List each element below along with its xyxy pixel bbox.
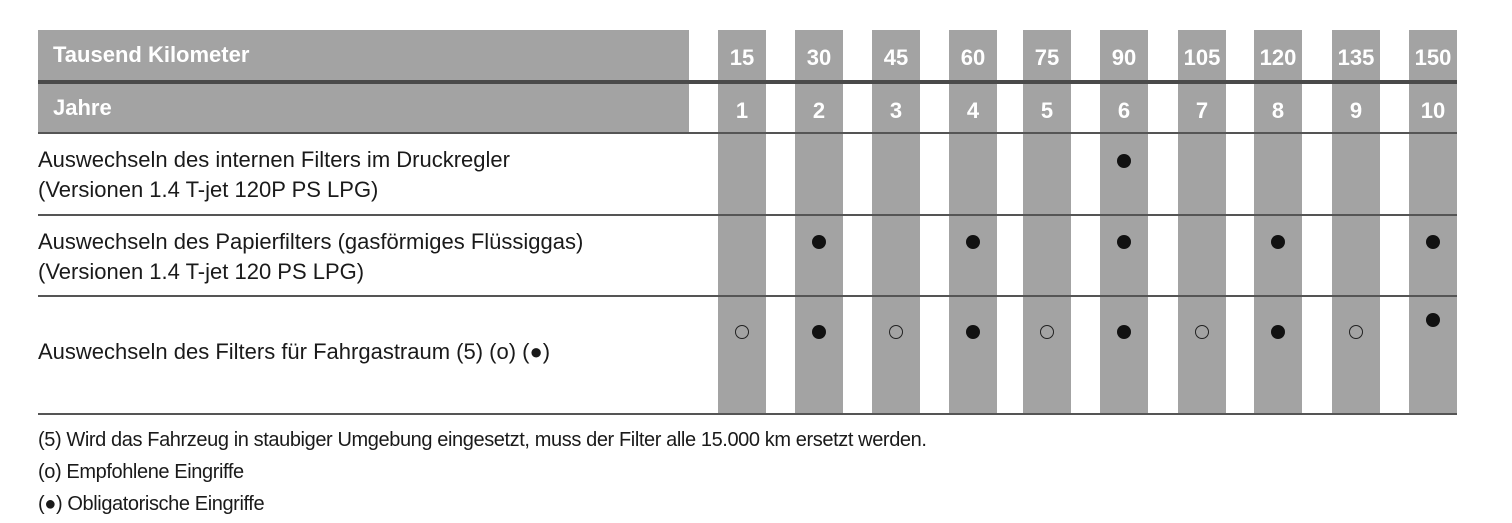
year-value: 8 xyxy=(1271,98,1285,123)
km-value: 30 xyxy=(806,45,832,70)
row-divider xyxy=(38,132,1457,134)
mandatory-dot-icon xyxy=(1117,235,1131,249)
year-value: 3 xyxy=(889,98,903,123)
mandatory-dot-icon xyxy=(812,325,826,339)
column-9 xyxy=(1332,30,1380,415)
mandatory-dot-icon xyxy=(1426,235,1440,249)
km-value: 45 xyxy=(883,45,909,70)
column-7 xyxy=(1178,30,1226,415)
row-label-paper-filter xyxy=(38,227,698,287)
footnotes xyxy=(38,424,1438,520)
header-years-label: Jahre xyxy=(38,84,689,132)
km-value: 135 xyxy=(1337,45,1375,70)
column-10 xyxy=(1409,30,1457,415)
row-label-cabin-filter xyxy=(38,337,698,367)
header-divider xyxy=(38,80,1457,84)
column-3 xyxy=(872,30,920,415)
km-value: 60 xyxy=(960,45,986,70)
row-label-line: Auswechseln des internen Filters im Druckregler xyxy=(38,147,510,172)
column-2 xyxy=(795,30,843,415)
column-4 xyxy=(949,30,997,415)
footnote-5: (5) Wird das Fahrzeug in staubiger Umgebung eingesetzt, muss der Filter alle 15.000 km ersetzt werden. xyxy=(38,429,927,451)
row-label-line: Auswechseln des Papierfilters (gasförmiges Flüssiggas) xyxy=(38,229,584,254)
header-km-label: Tausend Kilometer xyxy=(38,30,689,80)
column-1 xyxy=(718,30,766,415)
km-value: 105 xyxy=(1183,45,1221,70)
mandatory-dot-icon xyxy=(966,325,980,339)
recommended-circle-icon xyxy=(735,325,749,339)
year-value: 9 xyxy=(1349,98,1363,123)
recommended-circle-icon xyxy=(1349,325,1363,339)
year-value: 10 xyxy=(1420,98,1446,123)
column-8 xyxy=(1254,30,1302,415)
km-value: 150 xyxy=(1414,45,1452,70)
table-bottom-rule xyxy=(38,413,1457,415)
column-5 xyxy=(1023,30,1071,415)
recommended-circle-icon xyxy=(889,325,903,339)
row-divider xyxy=(38,214,1457,216)
km-value: 15 xyxy=(729,45,755,70)
mandatory-dot-icon xyxy=(1271,235,1285,249)
km-value: 120 xyxy=(1259,45,1297,70)
year-value: 4 xyxy=(966,98,980,123)
column-6 xyxy=(1100,30,1148,415)
km-value: 90 xyxy=(1111,45,1137,70)
row-label-line: Auswechseln des Filters für Fahrgastraum (5) (o) (●) xyxy=(38,339,551,364)
year-value: 7 xyxy=(1195,98,1209,123)
mandatory-dot-icon xyxy=(1117,325,1131,339)
mandatory-dot-icon xyxy=(966,235,980,249)
row-label-line: (Versionen 1.4 T-jet 120P PS LPG) xyxy=(38,177,379,202)
mandatory-dot-icon xyxy=(1426,313,1440,327)
recommended-circle-icon xyxy=(1195,325,1209,339)
row-label-pressure-regulator-filter xyxy=(38,145,698,205)
year-value: 1 xyxy=(735,98,749,123)
year-value: 2 xyxy=(812,98,826,123)
footnote-recommended: (o) Empfohlene Eingriffe xyxy=(38,461,244,483)
year-value: 5 xyxy=(1040,98,1054,123)
km-value: 75 xyxy=(1034,45,1060,70)
mandatory-dot-icon xyxy=(1117,154,1131,168)
year-value: 6 xyxy=(1117,98,1131,123)
recommended-circle-icon xyxy=(1040,325,1054,339)
row-divider xyxy=(38,295,1457,297)
mandatory-dot-icon xyxy=(812,235,826,249)
row-label-line: (Versionen 1.4 T-jet 120 PS LPG) xyxy=(38,259,365,284)
maintenance-table xyxy=(38,30,1457,415)
mandatory-dot-icon xyxy=(1271,325,1285,339)
footnote-mandatory: (●) Obligatorische Eingriffe xyxy=(38,493,265,515)
